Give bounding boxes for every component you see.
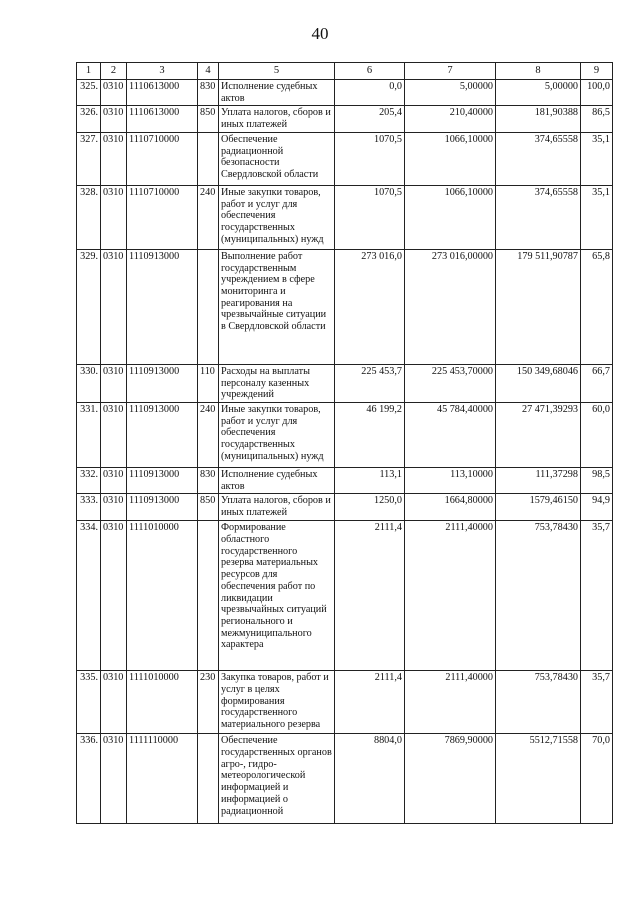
page-number: 40 <box>311 24 329 43</box>
executed-amount: 753,78430 <box>496 521 581 671</box>
executed-amount: 179 511,90787 <box>496 249 581 364</box>
row-number: 334. <box>77 521 101 671</box>
executed-amount: 181,90388 <box>496 106 581 132</box>
row-number: 328. <box>77 185 101 249</box>
percent-executed: 35,1 <box>581 132 613 185</box>
executed-amount: 5,00000 <box>496 80 581 106</box>
executed-amount: 150 349,68046 <box>496 364 581 402</box>
table-row <box>77 132 613 185</box>
row-name: Обеспечение государственных органов агро-, гидро-метеорологической информацией и информацией о радиационной <box>219 734 335 824</box>
row-number: 332. <box>77 467 101 493</box>
row-name: Закупка товаров, работ и услуг в целях формирования государственного материального резерва <box>219 671 335 734</box>
executed-amount: 27 471,39293 <box>496 402 581 467</box>
row-number: 335. <box>77 671 101 734</box>
plan-amount: 1070,5 <box>335 132 405 185</box>
expense-type-code <box>198 521 219 671</box>
section-code: 0310 <box>101 106 127 132</box>
refined-amount: 45 784,40000 <box>405 402 496 467</box>
plan-amount: 113,1 <box>335 467 405 493</box>
expense-type-code: 850 <box>198 106 219 132</box>
row-name: Выполнение работ государственным учреждением в сфере мониторинга и реагирования на чрезвычайные ситуации в Свердловской области <box>219 249 335 364</box>
executed-amount: 753,78430 <box>496 671 581 734</box>
section-code: 0310 <box>101 734 127 824</box>
refined-amount: 7869,90000 <box>405 734 496 824</box>
expense-type-code <box>198 249 219 364</box>
target-article-code: 1110913000 <box>127 364 198 402</box>
table-row <box>77 185 613 249</box>
percent-executed: 100,0 <box>581 80 613 106</box>
row-name: Уплата налогов, сборов и иных платежей <box>219 494 335 521</box>
executed-amount: 374,65558 <box>496 132 581 185</box>
plan-amount: 46 199,2 <box>335 402 405 467</box>
column-header: 7 <box>405 63 496 80</box>
section-code: 0310 <box>101 521 127 671</box>
row-name: Исполнение судебных актов <box>219 467 335 493</box>
percent-executed: 98,5 <box>581 467 613 493</box>
section-code: 0310 <box>101 132 127 185</box>
row-name: Иные закупки товаров, работ и услуг для обеспечения государственных (муниципальных) нужд <box>219 402 335 467</box>
table-row <box>77 467 613 493</box>
column-header: 6 <box>335 63 405 80</box>
target-article-code: 1110710000 <box>127 132 198 185</box>
row-name: Обеспечение радиационной безопасности Свердловской области <box>219 132 335 185</box>
column-header: 9 <box>581 63 613 80</box>
target-article-code: 1110913000 <box>127 249 198 364</box>
section-code: 0310 <box>101 494 127 521</box>
column-header: 2 <box>101 63 127 80</box>
table-row <box>77 734 613 824</box>
refined-amount: 2111,40000 <box>405 671 496 734</box>
section-code: 0310 <box>101 80 127 106</box>
target-article-code: 1111010000 <box>127 521 198 671</box>
table-row <box>77 249 613 364</box>
table-row <box>77 80 613 106</box>
expense-type-code <box>198 132 219 185</box>
target-article-code: 1110913000 <box>127 467 198 493</box>
row-name: Уплата налогов, сборов и иных платежей <box>219 106 335 132</box>
target-article-code: 1110913000 <box>127 402 198 467</box>
plan-amount: 0,0 <box>335 80 405 106</box>
expense-type-code: 830 <box>198 80 219 106</box>
section-code: 0310 <box>101 671 127 734</box>
table-row <box>77 494 613 521</box>
table-row <box>77 402 613 467</box>
row-name: Расходы на выплаты персоналу казенных учреждений <box>219 364 335 402</box>
section-code: 0310 <box>101 185 127 249</box>
row-number: 325. <box>77 80 101 106</box>
row-number: 330. <box>77 364 101 402</box>
target-article-code: 1110913000 <box>127 494 198 521</box>
budget-table <box>76 62 613 824</box>
table-row <box>77 106 613 132</box>
table-row <box>77 671 613 734</box>
percent-executed: 35,7 <box>581 521 613 671</box>
expense-type-code: 830 <box>198 467 219 493</box>
target-article-code: 1110613000 <box>127 106 198 132</box>
refined-amount: 273 016,00000 <box>405 249 496 364</box>
expense-type-code: 110 <box>198 364 219 402</box>
percent-executed: 60,0 <box>581 402 613 467</box>
percent-executed: 86,5 <box>581 106 613 132</box>
expense-type-code <box>198 734 219 824</box>
row-number: 336. <box>77 734 101 824</box>
target-article-code: 1110613000 <box>127 80 198 106</box>
refined-amount: 1066,10000 <box>405 185 496 249</box>
column-header: 1 <box>77 63 101 80</box>
executed-amount: 111,37298 <box>496 467 581 493</box>
row-number: 331. <box>77 402 101 467</box>
percent-executed: 35,7 <box>581 671 613 734</box>
row-name: Формирование областного государственного резерва материальных ресурсов для обеспечения работ по ликвидации чрезвычайных ситуаций регионального и межмуниципального характера <box>219 521 335 671</box>
table-row <box>77 521 613 671</box>
table-header-row <box>77 63 613 80</box>
expense-type-code: 850 <box>198 494 219 521</box>
section-code: 0310 <box>101 402 127 467</box>
executed-amount: 374,65558 <box>496 185 581 249</box>
column-header: 4 <box>198 63 219 80</box>
plan-amount: 1250,0 <box>335 494 405 521</box>
expense-type-code: 230 <box>198 671 219 734</box>
plan-amount: 2111,4 <box>335 521 405 671</box>
refined-amount: 1066,10000 <box>405 132 496 185</box>
section-code: 0310 <box>101 249 127 364</box>
table-row <box>77 364 613 402</box>
section-code: 0310 <box>101 364 127 402</box>
target-article-code: 1111010000 <box>127 671 198 734</box>
refined-amount: 113,10000 <box>405 467 496 493</box>
expense-type-code: 240 <box>198 185 219 249</box>
row-name: Исполнение судебных актов <box>219 80 335 106</box>
executed-amount: 5512,71558 <box>496 734 581 824</box>
percent-executed: 35,1 <box>581 185 613 249</box>
row-number: 329. <box>77 249 101 364</box>
section-code: 0310 <box>101 467 127 493</box>
plan-amount: 205,4 <box>335 106 405 132</box>
refined-amount: 225 453,70000 <box>405 364 496 402</box>
plan-amount: 1070,5 <box>335 185 405 249</box>
column-header: 5 <box>219 63 335 80</box>
row-number: 327. <box>77 132 101 185</box>
expense-type-code: 240 <box>198 402 219 467</box>
refined-amount: 5,00000 <box>405 80 496 106</box>
refined-amount: 210,40000 <box>405 106 496 132</box>
plan-amount: 2111,4 <box>335 671 405 734</box>
refined-amount: 1664,80000 <box>405 494 496 521</box>
percent-executed: 66,7 <box>581 364 613 402</box>
column-header: 3 <box>127 63 198 80</box>
plan-amount: 273 016,0 <box>335 249 405 364</box>
percent-executed: 94,9 <box>581 494 613 521</box>
executed-amount: 1579,46150 <box>496 494 581 521</box>
plan-amount: 225 453,7 <box>335 364 405 402</box>
refined-amount: 2111,40000 <box>405 521 496 671</box>
plan-amount: 8804,0 <box>335 734 405 824</box>
row-number: 326. <box>77 106 101 132</box>
column-header: 8 <box>496 63 581 80</box>
row-name: Иные закупки товаров, работ и услуг для обеспечения государственных (муниципальных) нужд <box>219 185 335 249</box>
percent-executed: 65,8 <box>581 249 613 364</box>
row-number: 333. <box>77 494 101 521</box>
target-article-code: 1111110000 <box>127 734 198 824</box>
target-article-code: 1110710000 <box>127 185 198 249</box>
percent-executed: 70,0 <box>581 734 613 824</box>
